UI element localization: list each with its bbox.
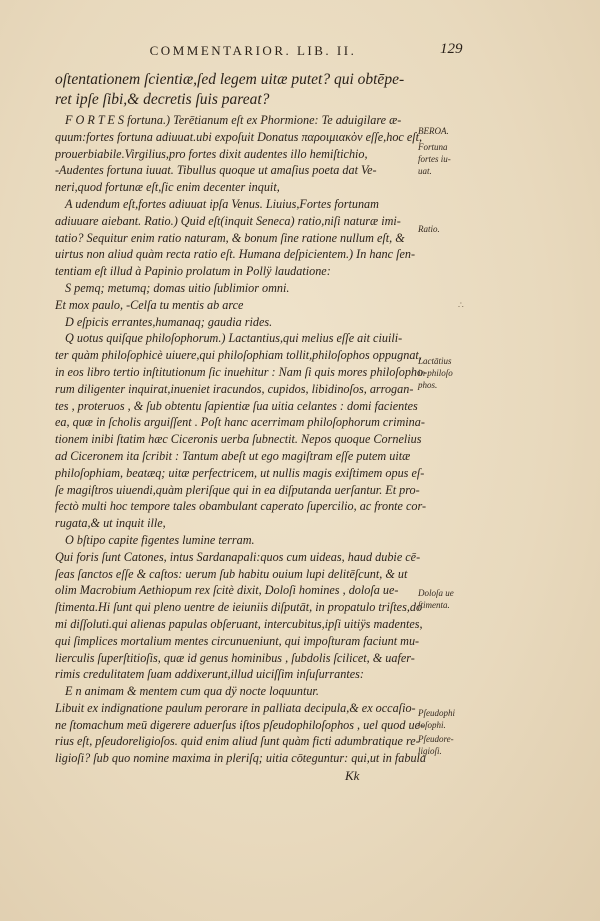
- marginal-note: loſophi.: [418, 720, 446, 730]
- marginal-note: ligioſi.: [418, 746, 442, 756]
- text-line: rimis credulitatem ſuam addixerunt,illud uiciſſim inſuſurrantes:: [55, 667, 364, 682]
- marginal-note: ſtimenta.: [418, 600, 450, 610]
- text-line: rum diligenter inquirat,inueniet iracundos, cupidos, libidinoſos, arrogan-: [55, 381, 414, 396]
- text-line: mi diſſoluti.qui alienas papulas obſeruant, intercubitus,ipſi uitiÿs madentes,: [55, 616, 423, 631]
- verse-line: O bſtipo capite figentes lumine terram.: [65, 532, 255, 547]
- text-line: ligioſi? ſub quo nomine maxima in pleriſq; uitia cōteguntur: qui,ut in fabula: [55, 751, 427, 766]
- marginal-note: in philoſo: [418, 368, 453, 378]
- text-line: olim Macrobium Aethiopum rex ſcitè dixit, Doloſi homines , doloſa ue-: [55, 583, 399, 598]
- verse-line: E n animam & mentem cum qua dÿ nocte loquuntur.: [65, 684, 319, 699]
- text-line: ne ſtomachum meū digerere aduerſus iſtos pſeudophiloſophos , uel quod ue-: [55, 717, 425, 732]
- marginal-note: Fortuna: [418, 142, 448, 152]
- text-line: Et mox paulo, -Celſa tu mentis ab arce: [55, 297, 244, 312]
- marginal-note: phos.: [418, 380, 438, 390]
- text-line: ad Ciceronem ita ſcribit : Tantum abeſt ut ego magiſtram eſſe putem uitæ: [55, 448, 411, 463]
- text-line: tes , proteruos , & ſub obtentu ſapientiæ ſua uitia celantes : domi facientes: [55, 398, 418, 413]
- text-line: A udendum eſt,fortes adiuuat ipſa Venus. Liuius,Fortes fortunam: [65, 196, 379, 211]
- text-line: prouerbiabile.Virgilius,pro fortes dixit audentes illo hemiſtichio,: [55, 146, 368, 161]
- marginal-note: Lactātius: [418, 356, 452, 366]
- text-line: oſtentationem ſcientiæ,ſed legem uitæ putet? qui obtēpe-: [55, 71, 405, 88]
- running-head: COMMENTARIOR. LIB. II.: [149, 43, 357, 58]
- text-line: in eos libro tertio inſtitutionum ſic inuehitur : Nam ſi quis mores philoſopho-: [55, 364, 428, 379]
- text-line: Libuit ex indignatione paulum perorare in palliata decipula,& ex occaſio-: [55, 700, 416, 715]
- catchword: Kk: [345, 768, 360, 783]
- text-line: lierculis ſuperſtitioſis, quæ id genus hominibus , ſubdolis ſcilicet, & uafer-: [55, 650, 415, 665]
- text-line: Q uotus quiſque philoſophorum.) Lactantius,qui melius eſſe ait ciuili-: [65, 331, 403, 346]
- marginal-note: Doloſa ue: [418, 588, 454, 598]
- text-line: ea, quæ in ſcholis arguiſſent . Poſt hanc acerrimam philoſophorum crimina-: [55, 415, 425, 430]
- verse-line: S pemq; metumq; domas uitio ſublimior omni.: [65, 280, 290, 295]
- text-line: neri,quod fortunæ eſt,ſic enim decenter inquit,: [55, 180, 280, 195]
- marginal-note: uat.: [418, 166, 432, 176]
- text-line: ſeas ſanctos eſſe & caſtos: uerum ſub habitu ouium lupi delitēſcunt, & ut: [55, 566, 408, 581]
- text-line: tatio? Sequitur enim ratio naturam, & bonum ſine ratione nullum eſt, &: [55, 230, 405, 245]
- text-line: ſtimenta.Hi ſunt qui pleno uentre de ieiuniis diſputāt, in propatulo triſtes,do: [55, 600, 423, 615]
- text-line: rius eſt, pſeudoreligioſos. quid enim aliud ſunt quàm ficti adumbratique re-: [55, 734, 420, 749]
- text-line: Qui foris ſunt Catones, intus Sardanapali:quos cum uideas, haud dubie cē-: [55, 549, 421, 564]
- marginal-note: Ratio.: [418, 224, 440, 234]
- text-line: ſe magiſtros uiuendi,quàm pleriſque qui in ea diſputanda uerſantur. Et pro-: [55, 482, 420, 497]
- text-line: tionem inibi ſtatim hæc Ciceronis uerba ſubnectit. Nepos quoque Cornelius: [55, 432, 422, 447]
- marginal-note: Pſeudophi: [418, 708, 455, 718]
- ink-mark: ∴: [458, 300, 464, 310]
- text-line: F O R T E S fortuna.) Terētianum eſt ex Phormione: Te aduigilare æ-: [65, 113, 402, 127]
- marginal-note: BEROA.: [418, 126, 449, 136]
- marginal-note: Pſeudore-: [418, 734, 454, 744]
- text-line: fectò multi hoc tempore tales obambulant caperato ſupercilio, ac fronte cor-: [55, 499, 427, 514]
- text-line: tentiam eſt illud à Papinio prolatum in Pollÿ laudatione:: [55, 264, 331, 279]
- text-line: quum:fortes fortuna adiuuat.ubi expoſuit Donatus παροιμιακὸν eſſe,hoc eſt,: [55, 129, 423, 144]
- main-text-block: [55, 70, 450, 767]
- text-line: ret ipſe ſibi,& decretis ſuis pareat?: [55, 91, 270, 108]
- text-line: ter quàm philoſophicè uiuere,qui philoſophiam tollit,philoſophos oppugnat,: [55, 348, 422, 363]
- marginal-note: fortes iu-: [418, 154, 451, 164]
- text-line: rugata,& ut inquit ille,: [55, 516, 166, 531]
- text-line: philoſophiam, beatæq; uitæ perfectricem, ut nullis magis exiſtimem opus eſ-: [55, 465, 425, 480]
- text-line: uirtus non aliud quàm recta ratio eſt. Humana deſpicientem.) In hanc ſen-: [55, 247, 416, 262]
- text-line: -Audentes fortuna iuuat. Tibullus quoque ut amaſius poeta dat Ve-: [55, 163, 377, 178]
- page-number: 129: [440, 41, 463, 57]
- text-line: qui ſimplices mortalium mentes circunueniunt, qui impoſturam faciunt mu-: [55, 633, 420, 648]
- verse-line: D eſpicis errantes,humanaq; gaudia rides.: [65, 314, 273, 329]
- text-line: adiuuare aiebant. Ratio.) Quid eſt(inquit Seneca) ratio,niſi naturæ imi-: [55, 213, 401, 228]
